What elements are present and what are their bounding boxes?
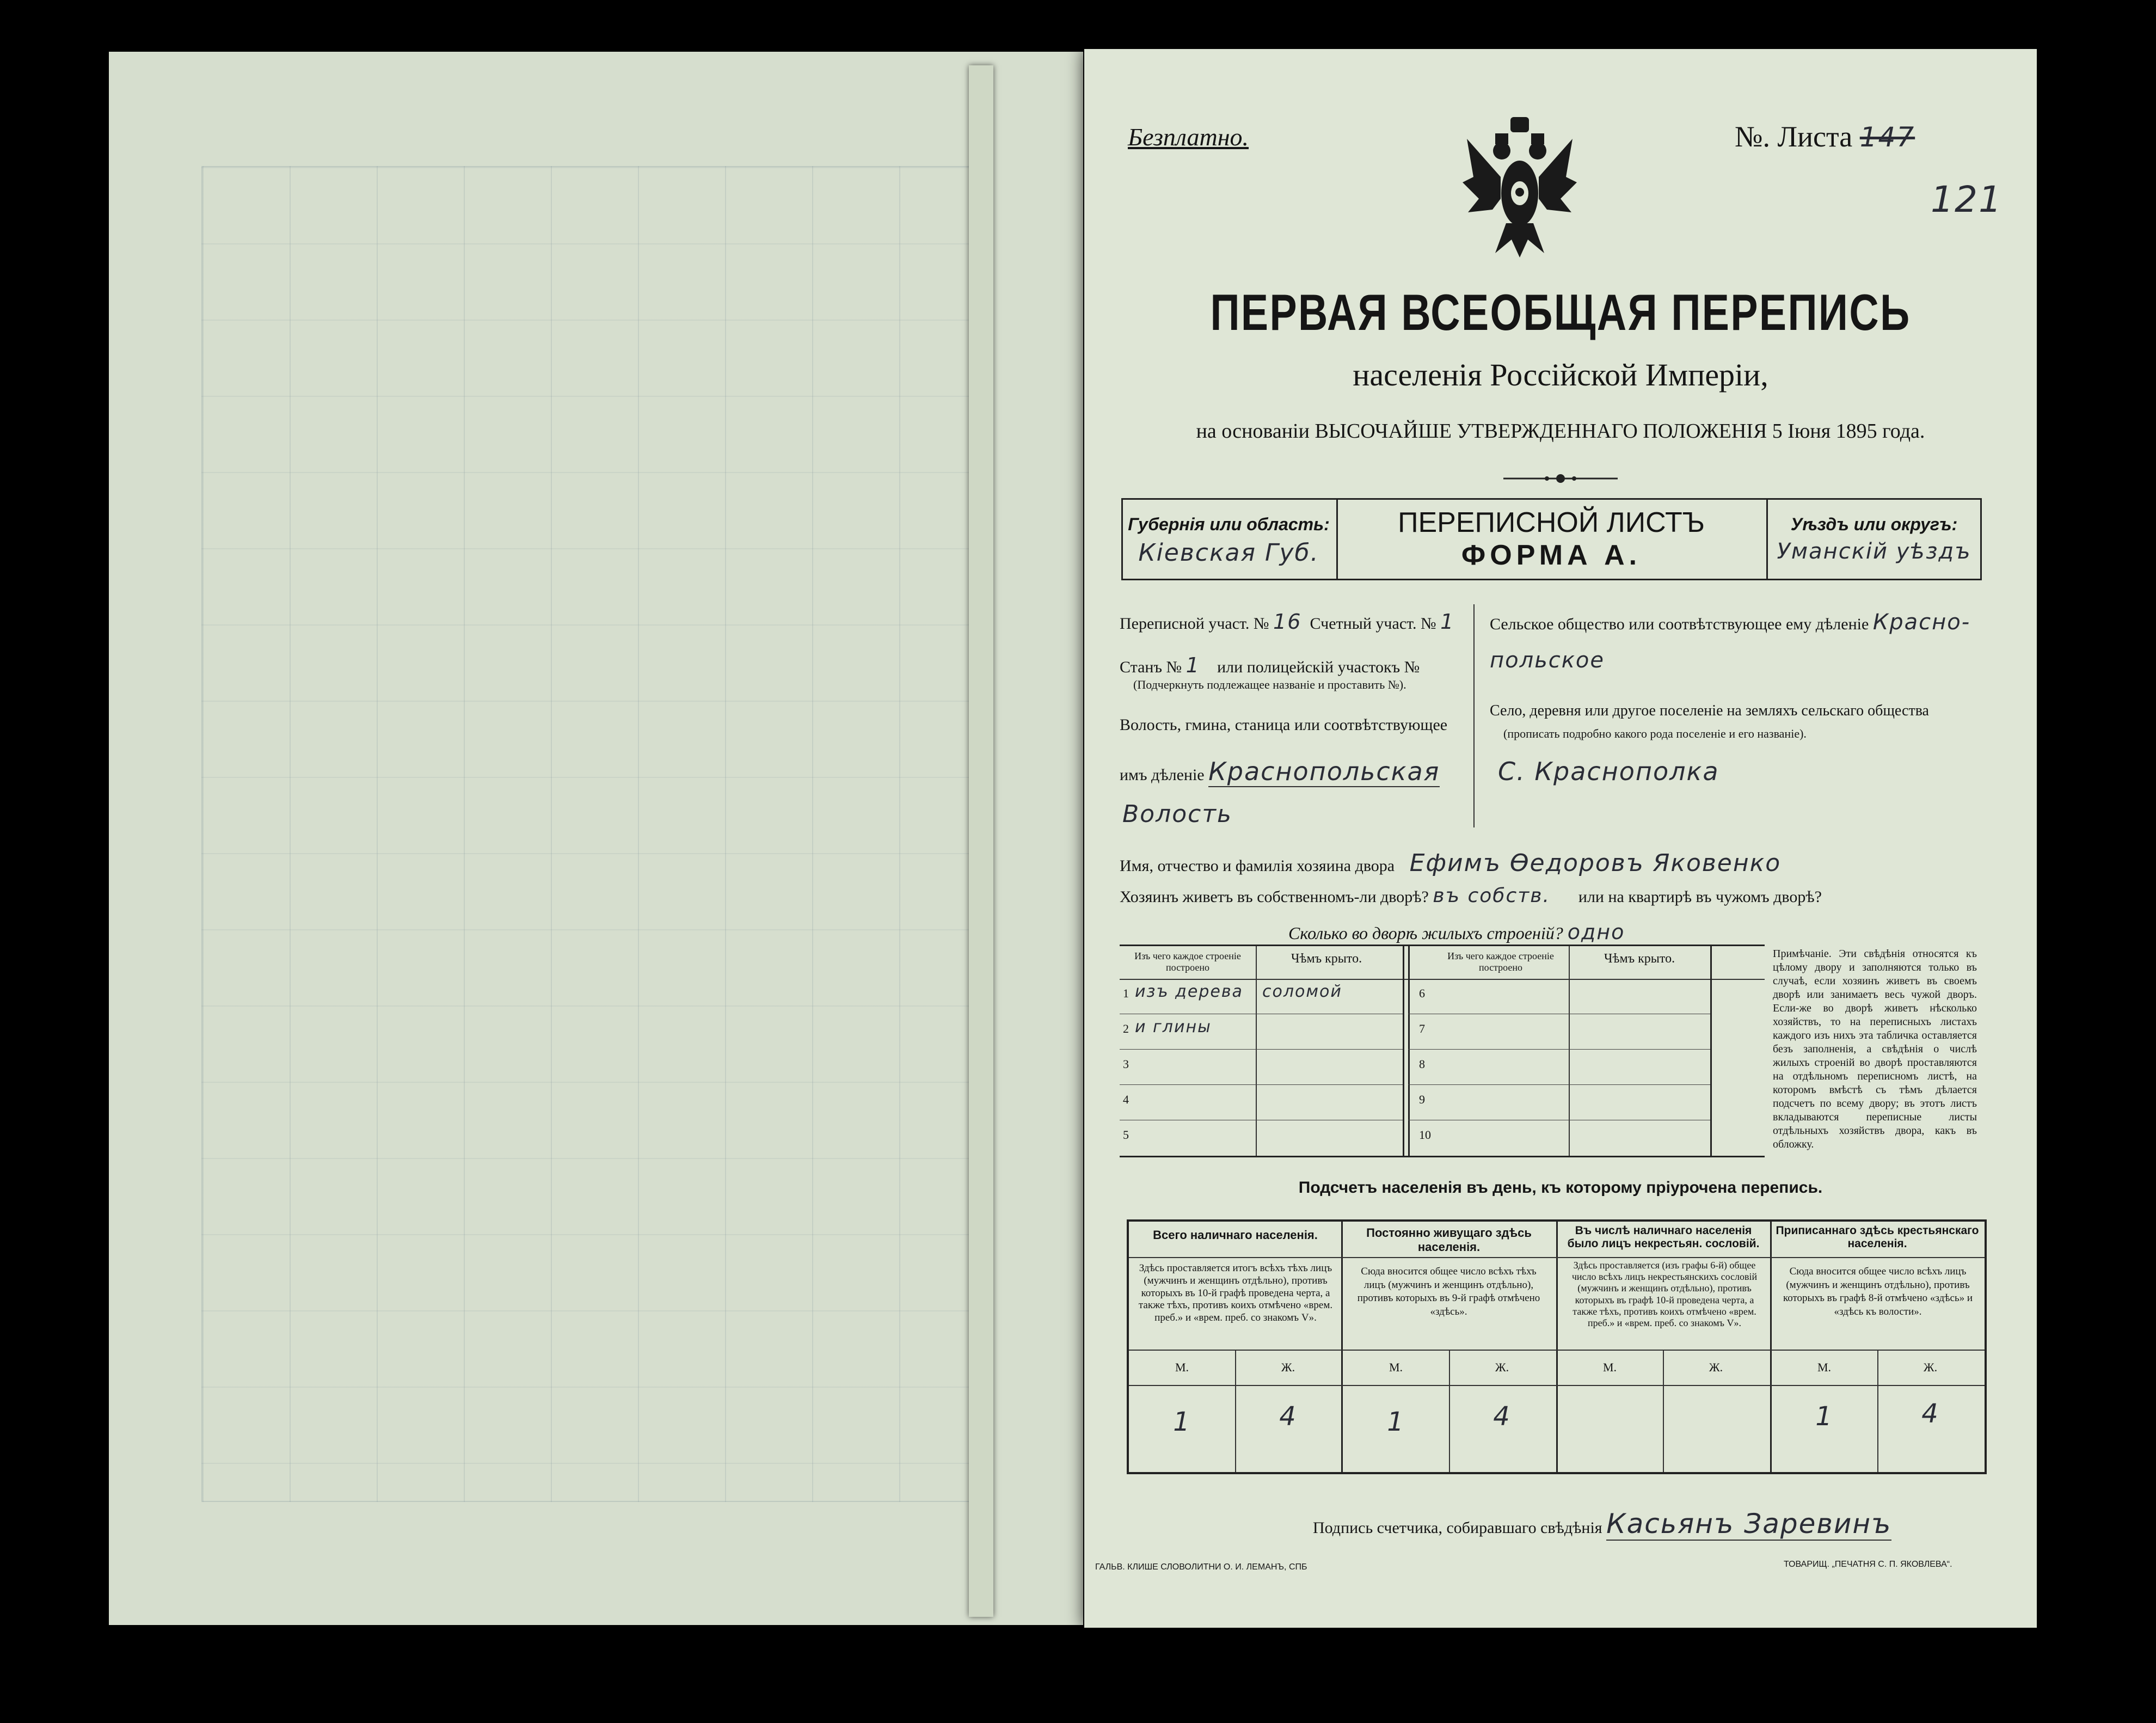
sheet-label: №. Листа (1735, 120, 1853, 153)
signature-row (1313, 1508, 1891, 1540)
row-number: 8 (1419, 1057, 1425, 1071)
table-row (1408, 1085, 1710, 1120)
owner-name-label: Имя, отчество и фамилія хозяина двора (1120, 857, 1395, 875)
legal-basis: на основаніи ВЫСОЧАЙШЕ УТВЕРЖДЕННАГО ПОЛОЖЕНІЯ 5 Іюня 1895 года. (1196, 420, 1925, 443)
row-number: 5 (1123, 1128, 1129, 1142)
table-row (1408, 979, 1710, 1014)
table-row (1408, 1050, 1710, 1085)
form-title-line1: ПЕРЕПИСНОЙ ЛИСТЪ (1398, 507, 1705, 538)
uezd-value: Уманскій уѣздъ (1777, 539, 1971, 564)
footer-right: ТОВАРИЩ. „ПЕЧАТНЯ С. П. ЯКОВЛЕВА“. (1784, 1560, 1952, 1569)
ornament-divider-icon (1503, 472, 1618, 485)
row-number: 4 (1123, 1093, 1129, 1106)
f-label: Ж. (1495, 1360, 1509, 1374)
m-label: М. (1175, 1360, 1189, 1374)
uchastok-value: 16 (1273, 610, 1302, 634)
schetny-label: Счетный участ. № (1310, 615, 1436, 633)
count-m-value: 1 (1173, 1407, 1191, 1437)
count-col-desc: Сюда вносится общее число всѣхъ лицъ (мужчинъ и женщинъ отдѣльно), противъ которыхъ въ графѣ 8-й отмѣчено «здѣсь» и «здѣсь къ волости». (1783, 1266, 1973, 1318)
left-page (109, 52, 1083, 1625)
count-table (1127, 1219, 1987, 1474)
society-value2: польское (1490, 648, 1605, 673)
volost-value2: Волость (1122, 800, 1232, 828)
row-material: изъ дерева (1135, 982, 1243, 1001)
count-col-desc: Здѣсь проставляется итогъ всѣхъ тѣхъ лицъ (мужчинъ и женщинъ отдѣльно), противъ которыхъ въ 10-й графѣ проведена черта, а также тѣхъ, противъ коихъ отмѣчено «врем. преб.» и «врем. преб. со знакомъ V». (1138, 1262, 1333, 1324)
f-label: Ж. (1281, 1360, 1295, 1374)
stan-row (1120, 653, 1420, 677)
free-label: Безплатно. (1128, 123, 1249, 151)
col-material-left: Изъ чего каждое строеніе построено (1134, 951, 1241, 973)
table-row (1120, 1085, 1403, 1120)
volost-row (1120, 757, 1440, 786)
row-material: и глины (1135, 1017, 1212, 1037)
volost-label2: имъ дѣленіе (1120, 766, 1205, 784)
right-page (1084, 49, 2037, 1628)
row-number: 1 (1123, 986, 1129, 1000)
table-row (1408, 1120, 1710, 1155)
rows-left (1120, 979, 1403, 1155)
footer-left: ГАЛЬВ. КЛИШЕ СЛОВОЛИТНИ О. И. ЛЕМАНЪ, СПБ (1095, 1562, 1307, 1572)
row-divider (1129, 1385, 1985, 1386)
uchastok-label: Переписной участ. № (1120, 615, 1269, 633)
col-divider (1556, 1222, 1558, 1472)
f-label: Ж. (1923, 1360, 1938, 1374)
count-m-value: 1 (1815, 1401, 1833, 1432)
row-roof: соломой (1262, 982, 1342, 1001)
row-number: 3 (1123, 1057, 1129, 1071)
village-value: С. Краснополка (1498, 757, 1719, 786)
m-label: М. (1817, 1360, 1832, 1374)
count-col-desc: Сюда вносится общее число всѣхъ тѣхъ лицъ (мужчинъ и женщинъ отдѣльно), противъ которыхъ въ 9-й графѣ отмѣчено «здѣсь». (1357, 1266, 1540, 1318)
m-label: М. (1602, 1360, 1617, 1374)
buildings-value: одно (1567, 920, 1625, 944)
count-f-value: 4 (1921, 1399, 1939, 1429)
sheet-number: 121 (1931, 179, 2003, 220)
signature-label: Подпись счетчика, собиравшаго свѣдѣнія (1313, 1519, 1602, 1537)
count-col-desc: Здѣсь проставляется (изъ графы 6-й) общее число всѣхъ лицъ некрестьянскихъ сословій (мужчинъ и женщинъ отдѣльно), противъ которыхъ въ графѣ 10-й проведена черта, а также тѣхъ, противъ коихъ отмѣчено «врем. преб.» и «врем. преб. со знакомъ V». (1571, 1260, 1758, 1329)
col-divider (1770, 1222, 1772, 1472)
gubernia-value: Кіевская Губ. (1138, 539, 1319, 567)
village-note: (прописать подробно какого рода поселеніе и его названіе). (1503, 727, 1807, 740)
count-col-head: Въ числѣ наличнаго населенія было лицъ некрестьян. сословій. (1567, 1224, 1760, 1250)
table-row (1120, 1014, 1403, 1050)
count-f-value: 4 (1279, 1401, 1297, 1432)
col-roof-left: Чѣмъ крыто. (1291, 952, 1362, 966)
col-roof-right: Чѣмъ крыто. (1604, 952, 1675, 966)
buildings-table (1120, 945, 1765, 1157)
owner-lives-row (1120, 885, 1822, 907)
row-number: 10 (1419, 1128, 1431, 1142)
society-label: Сельское общество или соотвѣтствующее ему дѣленіе (1490, 615, 1869, 633)
f-label: Ж. (1709, 1360, 1723, 1374)
owner-name-value: Ефимъ Өедоровъ Яковенко (1409, 849, 1782, 877)
bleed-through-grid (201, 166, 987, 1502)
society-value: Красно- (1872, 610, 1971, 635)
col-material-right: Изъ чего каждое строеніе построено (1447, 951, 1554, 973)
owner-lives-label: Хозяинъ живетъ въ собственномъ-ли дворѣ? (1120, 888, 1429, 906)
stan-label: Станъ № (1120, 658, 1182, 676)
police-label: или полицейскій участокъ № (1217, 658, 1420, 676)
owner-name-row (1120, 849, 1781, 877)
count-m-value: 1 (1387, 1407, 1405, 1437)
society-row (1490, 610, 1970, 635)
count-title: Подсчетъ населенія въ день, къ которому пріурочена перепись. (1298, 1179, 1823, 1197)
col-divider (1403, 946, 1404, 1156)
volost-label: Волость, гмина, станица или соотвѣтствующее (1120, 716, 1448, 734)
row-divider (1129, 1257, 1985, 1258)
village-label: Село, деревня или другое поселеніе на земляхъ сельскаго общества (1490, 702, 1929, 719)
buildings-note: Примѣчаніе. Эти свѣдѣнія относятся къ цѣлому двору и заполняются только въ случаѣ, если хозяинъ живетъ въ своемъ дворѣ или занимаетъ весь чужой дворъ. Если-же во дворѣ живетъ нѣсколько хозяйствъ, то на переписныхъ листахъ каждого изъ нихъ эта табличка оставляется безъ заполненія, а свѣдѣнія о числѣ жилыхъ строеній во дворѣ проставляются на отдѣльномъ переписномъ листѣ, на которомъ вмѣстѣ съ тѣмъ дѣлается подсчетъ по всему двору; въ этотъ листъ вкладываются переписные листы отдѣльныхъ хозяйствъ двора, какъ въ обложку. (1773, 948, 1977, 1150)
buildings-label: Сколько во дворѣ жилыхъ строеній? (1288, 923, 1563, 943)
table-row (1120, 979, 1403, 1014)
sheet-number-crossed: 147 (1859, 121, 1915, 153)
col-divider (1710, 946, 1712, 1156)
owner-lives-label2: или на квартирѣ въ чужомъ дворѣ? (1578, 888, 1822, 906)
gubernia-label: Губернія или область: (1128, 514, 1330, 534)
uchastok-row (1120, 610, 1454, 634)
count-col-head: Постоянно живущаго здѣсь населенія. (1366, 1226, 1532, 1254)
form-title (1336, 506, 1766, 572)
row-number: 7 (1419, 1022, 1425, 1035)
uezd-cell (1766, 498, 1980, 580)
rows-right (1408, 979, 1710, 1155)
back-page-edge (969, 65, 993, 1617)
m-label: М. (1389, 1360, 1403, 1374)
uezd-label: Уѣздъ или округъ: (1790, 514, 1958, 534)
owner-lives-value: въ собств. (1433, 885, 1550, 907)
row-divider (1129, 1350, 1985, 1351)
stan-value: 1 (1186, 653, 1200, 677)
volost-value: Краснопольская (1208, 757, 1440, 786)
fields-divider (1473, 604, 1475, 827)
count-col-head: Приписаннаго здѣсь крестьянскаго населенія. (1776, 1224, 1979, 1250)
double-headed-eagle-emblem (1463, 117, 1577, 259)
row-number: 2 (1123, 1022, 1129, 1035)
page-title: ПЕРВАЯ ВСЕОБЩАЯ ПЕРЕПИСЬ (1210, 284, 1911, 341)
form-title-line2: ФОРМА А. (1461, 539, 1642, 571)
schetny-value: 1 (1440, 610, 1455, 634)
row-number: 9 (1419, 1093, 1425, 1106)
row-number: 6 (1419, 986, 1425, 1000)
stan-note: (Подчеркнуть подлежащее названіе и проставить №). (1133, 678, 1406, 691)
signature-value: Касьянъ Заревинъ (1606, 1508, 1892, 1540)
gubernia-cell (1121, 498, 1338, 580)
table-row (1120, 1050, 1403, 1085)
count-f-value: 4 (1493, 1401, 1511, 1432)
page-subtitle: населенія Россійской Имперіи, (1353, 357, 1768, 393)
count-col-head: Всего наличнаго населенія. (1153, 1228, 1318, 1242)
buildings-row (1288, 920, 1625, 944)
table-row (1408, 1014, 1710, 1050)
sheet-number-label (1735, 120, 1915, 154)
table-row (1120, 1120, 1403, 1155)
